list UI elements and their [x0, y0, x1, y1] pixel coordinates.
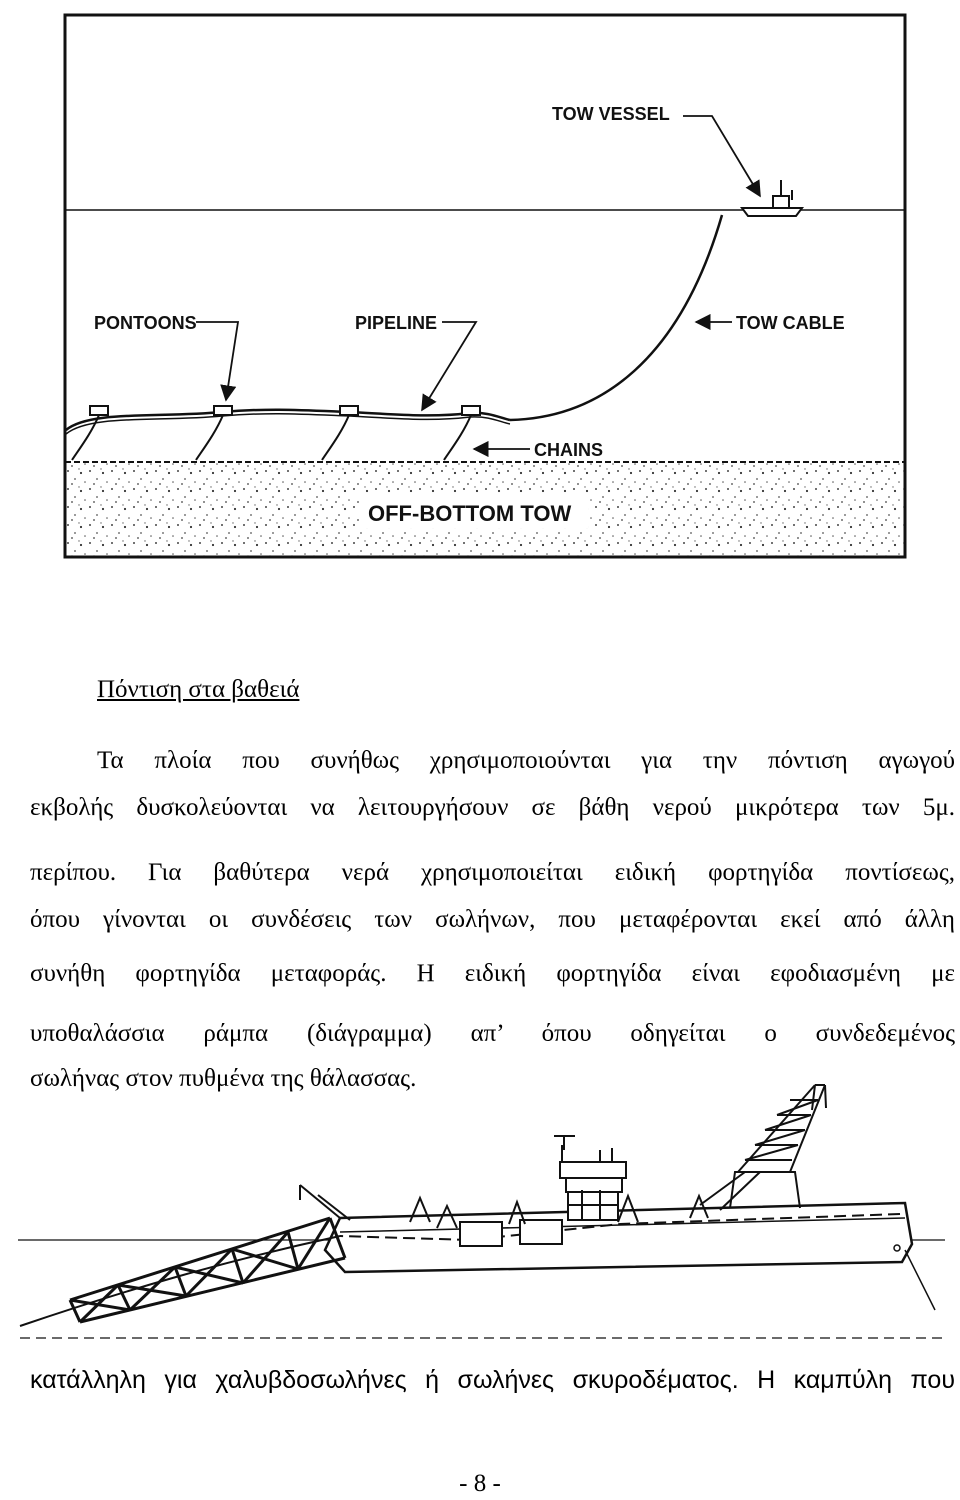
crane — [700, 1085, 826, 1210]
paragraph-line: όπου γίνονται οι συνδέσεις των σωλήνων, που μεταφέρονται εκεί από άλλη — [30, 906, 955, 933]
tensioner-box — [520, 1220, 562, 1244]
label-tow-cable: TOW CABLE — [736, 313, 845, 333]
figure-caption: OFF-BOTTOM TOW — [368, 501, 572, 526]
deckhouse — [554, 1136, 626, 1220]
paragraph-line: περίπου. Για βαθύτερα νερά χρησιμοποιείται ειδική φορτηγίδα ποντίσεως, — [30, 859, 955, 886]
clipped-line-text: σωλήνας στον πυθμένα της θάλασσας. — [30, 1065, 417, 1092]
paragraph-line: συνήθη φορτηγίδα μεταφοράς. Η ειδική φορτηγίδα είναι εφοδιασμένη με — [30, 960, 955, 987]
label-tow-vessel: TOW VESSEL — [552, 104, 670, 124]
tensioner-box — [460, 1222, 502, 1246]
paragraph-line: κατάλληλη για χαλυβδοσωλήνες ή σωλήνες σκυροδέματος. Η καμπύλη που — [30, 1366, 955, 1394]
stern-crane — [300, 1185, 350, 1220]
paragraph-line: Τα πλοία που συνήθως χρησιμοποιούνται για την πόντιση αγωγού — [97, 747, 955, 774]
section-heading: Πόντιση στα βαθειά — [97, 676, 300, 703]
paragraph-line: εκβολής δυσκολεύονται να λειτουργήσουν σε βάθη νερού μικρότερα των 5μ. — [30, 794, 955, 821]
label-chains: CHAINS — [534, 440, 604, 460]
stinger-ramp — [70, 1218, 345, 1322]
page-number: - 8 - — [459, 1470, 501, 1497]
label-pontoons: PONTOONS — [94, 313, 197, 333]
anchor-line — [905, 1250, 935, 1310]
paragraph-line: υποθαλάσσια ράμπα (διάγραμμα) απ’ όπου οδηγείται ο συνδεδεμένος — [30, 1020, 955, 1047]
label-pipeline: PIPELINE — [355, 313, 438, 333]
